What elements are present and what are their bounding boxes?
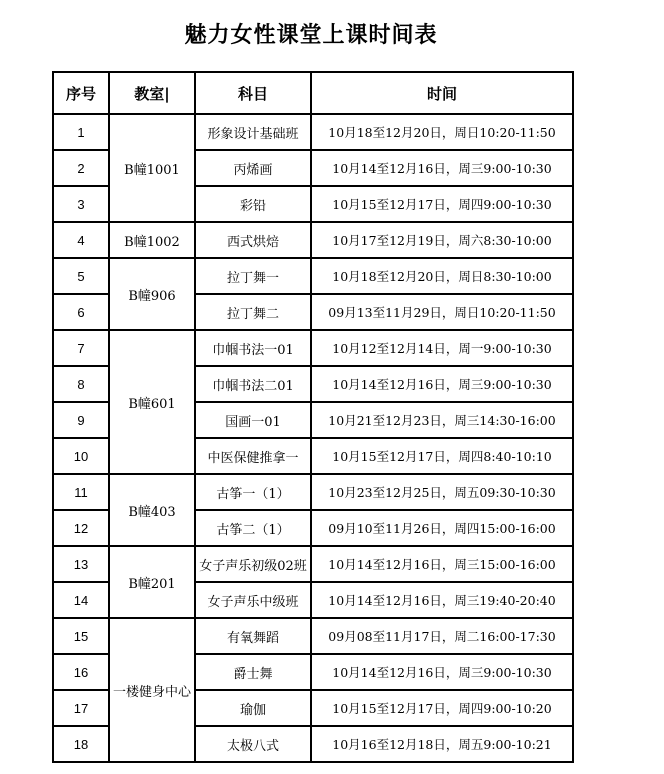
row-subject: 中医保健推拿一 [195,438,311,474]
row-index: 4 [53,222,109,258]
row-subject: 古筝一（1） [195,474,311,510]
row-subject: 女子声乐中级班 [195,582,311,618]
row-subject: 太极八式 [195,726,311,762]
row-room: 一楼健身中心 [109,618,195,762]
row-time: 09月13至11月29日，周日10:20-11:50 [311,294,573,330]
row-room: B幢1001 [109,114,195,222]
row-time: 10月23至12月25日，周五09:30-10:30 [311,474,573,510]
row-time: 10月15至12月17日，周四9:00-10:20 [311,690,573,726]
row-time: 10月14至12月16日，周三9:00-10:30 [311,654,573,690]
row-time: 10月18至12月20日，周日8:30-10:00 [311,258,573,294]
row-time: 10月14至12月16日，周三9:00-10:30 [311,150,573,186]
row-subject: 形象设计基础班 [195,114,311,150]
row-index: 7 [53,330,109,366]
row-room: B幢601 [109,330,195,474]
table-row [53,114,573,150]
header-subject: 科目 [195,72,311,114]
row-subject: 西式烘焙 [195,222,311,258]
row-index: 17 [53,690,109,726]
row-subject: 巾帼书法二01 [195,366,311,402]
row-index: 12 [53,510,109,546]
row-subject: 国画一01 [195,402,311,438]
row-subject: 拉丁舞一 [195,258,311,294]
row-index: 1 [53,114,109,150]
header-room: 教室| [109,72,195,114]
row-index: 14 [53,582,109,618]
row-room: B幢906 [109,258,195,330]
row-time: 09月08至11月17日，周二16:00-17:30 [311,618,573,654]
row-room: B幢201 [109,546,195,618]
table-row [53,222,573,258]
row-subject: 古筝二（1） [195,510,311,546]
row-time: 10月14至12月16日，周三9:00-10:30 [311,366,573,402]
row-index: 16 [53,654,109,690]
row-time: 10月21至12月23日，周三14:30-16:00 [311,402,573,438]
row-index: 5 [53,258,109,294]
row-time: 10月16至12月18日，周五9:00-10:21 [311,726,573,762]
row-subject: 拉丁舞二 [195,294,311,330]
row-subject: 丙烯画 [195,150,311,186]
row-index: 2 [53,150,109,186]
row-subject: 有氧舞蹈 [195,618,311,654]
row-time: 10月14至12月16日，周三15:00-16:00 [311,546,573,582]
row-index: 13 [53,546,109,582]
row-subject: 女子声乐初级02班 [195,546,311,582]
row-subject: 巾帼书法一01 [195,330,311,366]
row-time: 10月17至12月19日，周六8:30-10:00 [311,222,573,258]
schedule-table [52,71,574,763]
row-subject: 彩铅 [195,186,311,222]
row-time: 10月18至12月20日，周日10:20-11:50 [311,114,573,150]
row-index: 18 [53,726,109,762]
header-time: 时间 [311,72,573,114]
row-index: 6 [53,294,109,330]
table-row [53,258,573,294]
row-time: 10月15至12月17日，周四9:00-10:30 [311,186,573,222]
header-row [53,72,573,114]
row-subject: 瑜伽 [195,690,311,726]
row-index: 10 [53,438,109,474]
table-row [53,330,573,366]
row-index: 3 [53,186,109,222]
row-time: 09月10至11月26日，周四15:00-16:00 [311,510,573,546]
row-room: B幢1002 [109,222,195,258]
page-title: 魅力女性课堂上课时间表 [184,23,438,48]
table-row [53,474,573,510]
row-room: B幢403 [109,474,195,546]
row-index: 15 [53,618,109,654]
header-index: 序号 [53,72,109,114]
table-row [53,618,573,654]
row-index: 9 [53,402,109,438]
row-time: 10月15至12月17日，周四8:40-10:10 [311,438,573,474]
row-time: 10月12至12月14日，周一9:00-10:30 [311,330,573,366]
table-row [53,546,573,582]
row-time: 10月14至12月16日，周三19:40-20:40 [311,582,573,618]
row-index: 11 [53,474,109,510]
row-subject: 爵士舞 [195,654,311,690]
row-index: 8 [53,366,109,402]
